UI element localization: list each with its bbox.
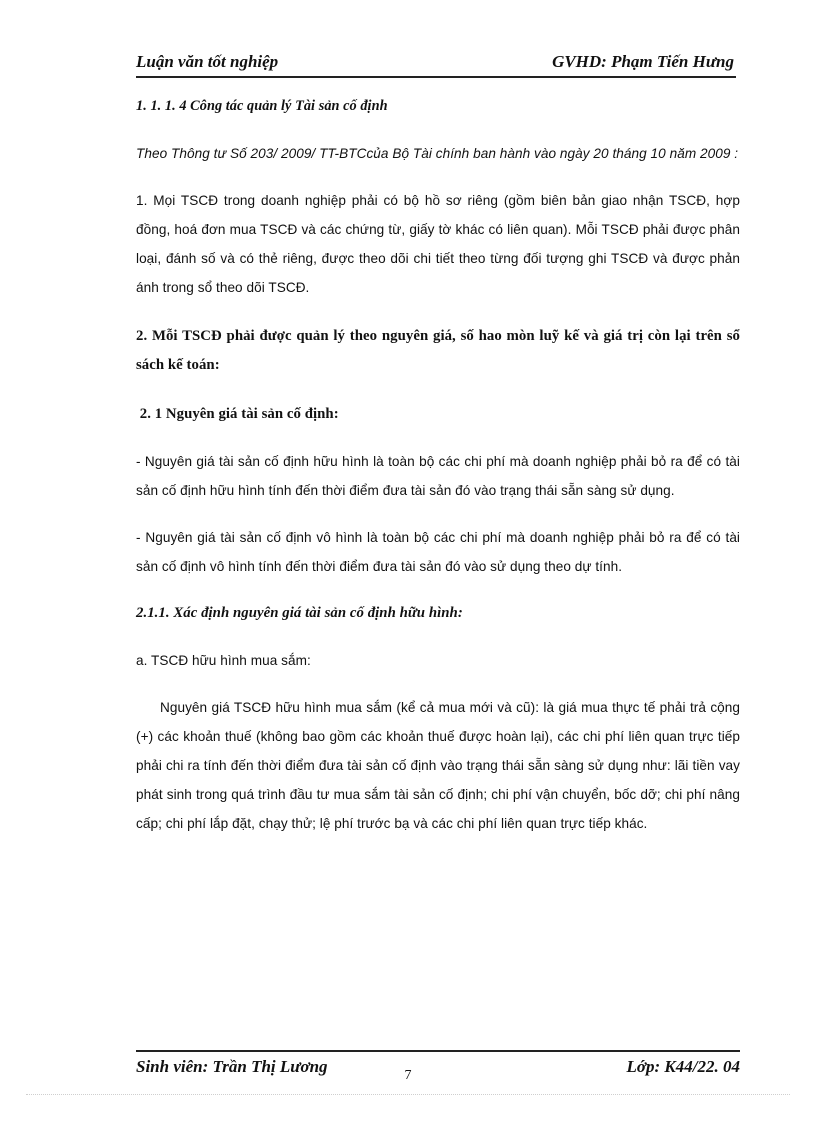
header-supervisor: GVHD: Phạm Tiến Hưng xyxy=(552,52,734,71)
footer-rule xyxy=(136,1050,740,1052)
footer-class: Lớp: K44/22. 04 xyxy=(626,1057,740,1076)
page-body xyxy=(136,92,740,838)
page-number: 7 xyxy=(404,1068,412,1083)
paragraph-a: Nguyên giá TSCĐ hữu hình mua sắm (kể cả mua mới và cũ): là giá mua thực tế phải trả cộng (+) các khoản thuế (không bao gồm các khoản thuế được hoàn lại), các chi phí liên quan trực tiếp phải chi ra tính đến thời điểm đưa tài sản cố định vào trạng thái sẵn sàng sử dụng như: lãi tiền vay phát sinh trong quá trình đầu tư mua sắm tài sản cố định; chi phí vận chuyển, bốc dỡ; chi phí nâng cấp; chi phí lắp đặt, chạy thử; lệ phí trước bạ và các chi phí liên quan trực tiếp khác. xyxy=(136,700,740,831)
heading-21: 2. 1 Nguyên giá tài sản cố định: xyxy=(136,406,339,422)
item-1-paragraph: 1. Mọi TSCĐ trong doanh nghiệp phải có bộ hồ sơ riêng (gồm biên bản giao nhận TSCĐ, hợp đồng, hoá đơn mua TSCĐ và các chứng từ, giấy tờ khác có liên quan). Mỗi TSCĐ phải được phân loại, đánh số và có thẻ riêng, được theo dõi chi tiết theo từng đối tượng ghi TSCĐ và được phản ánh trong sổ theo dõi TSCĐ. xyxy=(136,193,740,295)
dash-paragraph-2: - Nguyên giá tài sản cố định vô hình là toàn bộ các chi phí mà doanh nghiệp phải bỏ ra để có tài sản cố định vô hình tính đến thời điểm đưa tài sản đó vào sử dụng theo dự tính. xyxy=(136,530,740,574)
page-header xyxy=(136,50,736,78)
heading-1114: 1. 1. 1. 4 Công tác quản lý Tài sản cố định xyxy=(136,98,388,114)
intro-paragraph: Theo Thông tư Số 203/ 2009/ TT-BTCcủa Bộ Tài chính ban hành vào ngày 20 tháng 10 năm 2009 : xyxy=(136,146,739,161)
heading-211: 2.1.1. Xác định nguyên giá tài sản cố định hữu hình: xyxy=(136,605,463,621)
page-edge-dotted-line xyxy=(26,1094,790,1095)
item-2-paragraph: 2. Mỗi TSCĐ phải được quản lý theo nguyên giá, số hao mòn luỹ kế và giá trị còn lại trên sổ sách kế toán: xyxy=(136,328,740,373)
header-thesis-title: Luận văn tốt nghiệp xyxy=(136,52,279,71)
sub-heading-a: a. TSCĐ hữu hình mua sắm: xyxy=(136,653,311,668)
dash-paragraph-1: - Nguyên giá tài sản cố định hữu hình là toàn bộ các chi phí mà doanh nghiệp phải bỏ ra để có tài sản cố định hữu hình tính đến thời điểm đưa tài sản đó vào trạng thái sẵn sàng sử dụng. xyxy=(136,454,740,498)
footer-student: Sinh viên: Trần Thị Lương xyxy=(136,1057,328,1076)
